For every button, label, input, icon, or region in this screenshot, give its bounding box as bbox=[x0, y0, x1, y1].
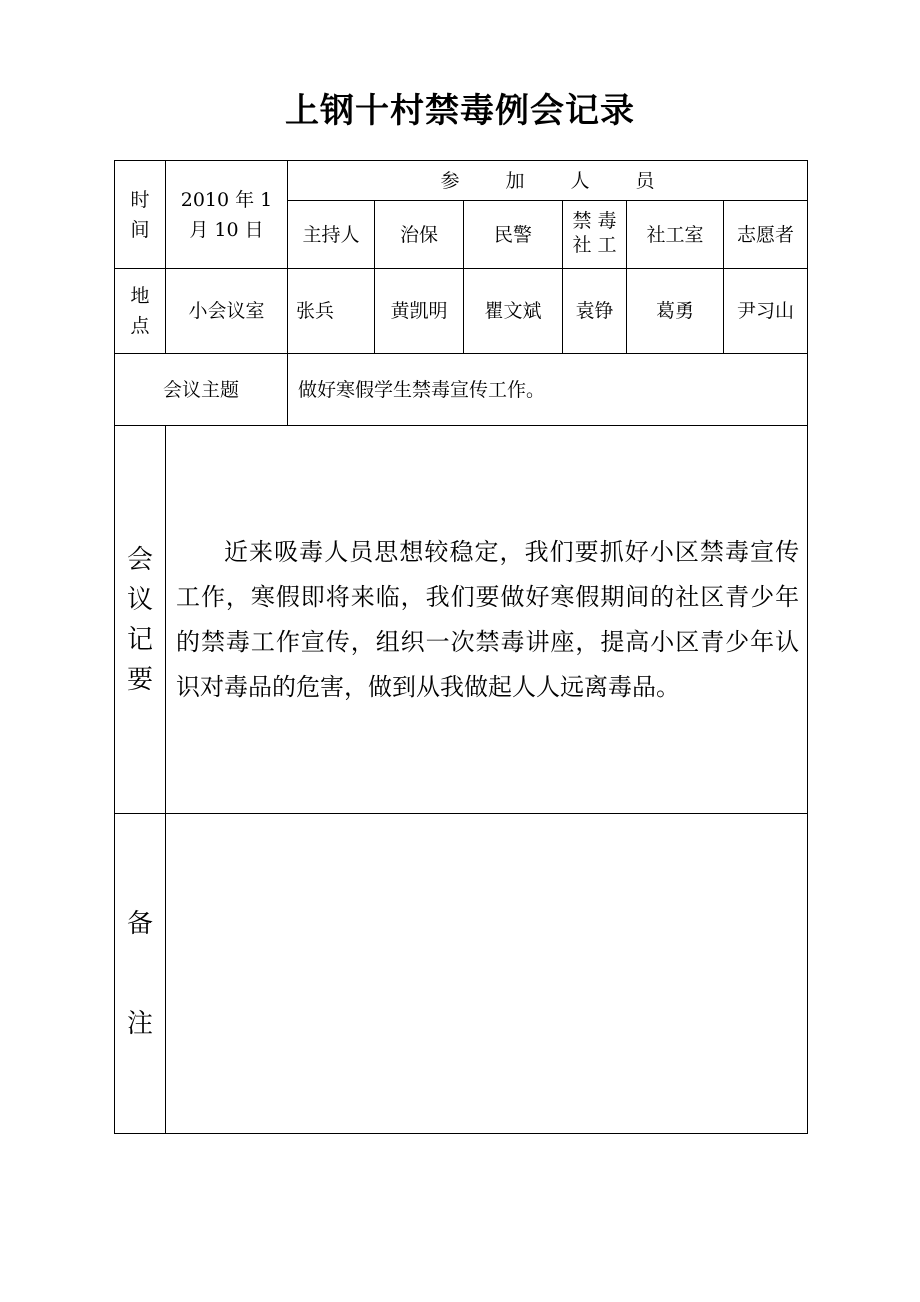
location-label-cell bbox=[115, 269, 166, 354]
participant-name-volunteer: 尹习山 bbox=[724, 269, 808, 354]
summary-label-char-1: 会 bbox=[126, 544, 153, 575]
time-value-line2: 月 10 日 bbox=[189, 218, 264, 241]
participant-name-social-work-office: 葛勇 bbox=[627, 269, 724, 354]
summary-label-char-4: 要 bbox=[126, 664, 153, 695]
summary-label-cell bbox=[115, 426, 166, 814]
role-security: 治保 bbox=[375, 201, 464, 269]
participant-name-police: 瞿文斌 bbox=[464, 269, 563, 354]
document-title: 上钢十村禁毒例会记录 bbox=[285, 91, 635, 131]
topic-value: 做好寒假学生禁毒宣传工作。 bbox=[288, 354, 808, 426]
location-label-line1: 地 bbox=[130, 285, 150, 307]
time-value-line1: 2010 年 1 bbox=[180, 188, 273, 211]
participants-header-cell bbox=[288, 161, 808, 201]
role-social-work-office: 社工室 bbox=[627, 201, 724, 269]
notes-label-cell bbox=[115, 814, 166, 1134]
role-volunteer: 志愿者 bbox=[724, 201, 808, 269]
participant-name-drug-social-worker: 袁铮 bbox=[563, 269, 627, 354]
time-label-cell bbox=[115, 161, 166, 269]
role-drug-social-worker bbox=[563, 201, 627, 269]
notes-content-cell bbox=[166, 814, 808, 1134]
role-drug-social-worker-line1: 禁 毒 bbox=[572, 210, 617, 232]
summary-label-char-3: 记 bbox=[126, 624, 153, 655]
participants-header: 参加人员 bbox=[440, 169, 701, 192]
summary-text: 近来吸毒人员思想较稳定，我们要抓好小区禁毒宣传工作，寒假即将来临，我们要做好寒假期间的社区青少年的禁毒工作宣传，组织一次禁毒讲座，提高小区青少年认识对毒品的危害，做到从我做起人人远离毒品。 bbox=[176, 537, 800, 701]
notes-label-char-1: 备 bbox=[126, 908, 153, 939]
role-drug-social-worker-line2: 社 工 bbox=[572, 234, 617, 256]
summary-label-char-2: 议 bbox=[126, 584, 153, 615]
location-label-line2: 点 bbox=[130, 315, 150, 337]
time-label-line1: 时 bbox=[130, 188, 150, 211]
participant-name-host: 张兵 bbox=[288, 269, 375, 354]
role-host: 主持人 bbox=[288, 201, 375, 269]
topic-label: 会议主题 bbox=[115, 354, 288, 426]
time-value-cell bbox=[166, 161, 288, 269]
time-label-line2: 间 bbox=[130, 218, 150, 241]
summary-content-cell bbox=[166, 426, 808, 814]
location-value: 小会议室 bbox=[166, 269, 288, 354]
meeting-record-table bbox=[114, 160, 808, 1134]
role-police: 民警 bbox=[464, 201, 563, 269]
participant-name-security: 黄凯明 bbox=[375, 269, 464, 354]
notes-label-char-2: 注 bbox=[126, 1008, 153, 1039]
